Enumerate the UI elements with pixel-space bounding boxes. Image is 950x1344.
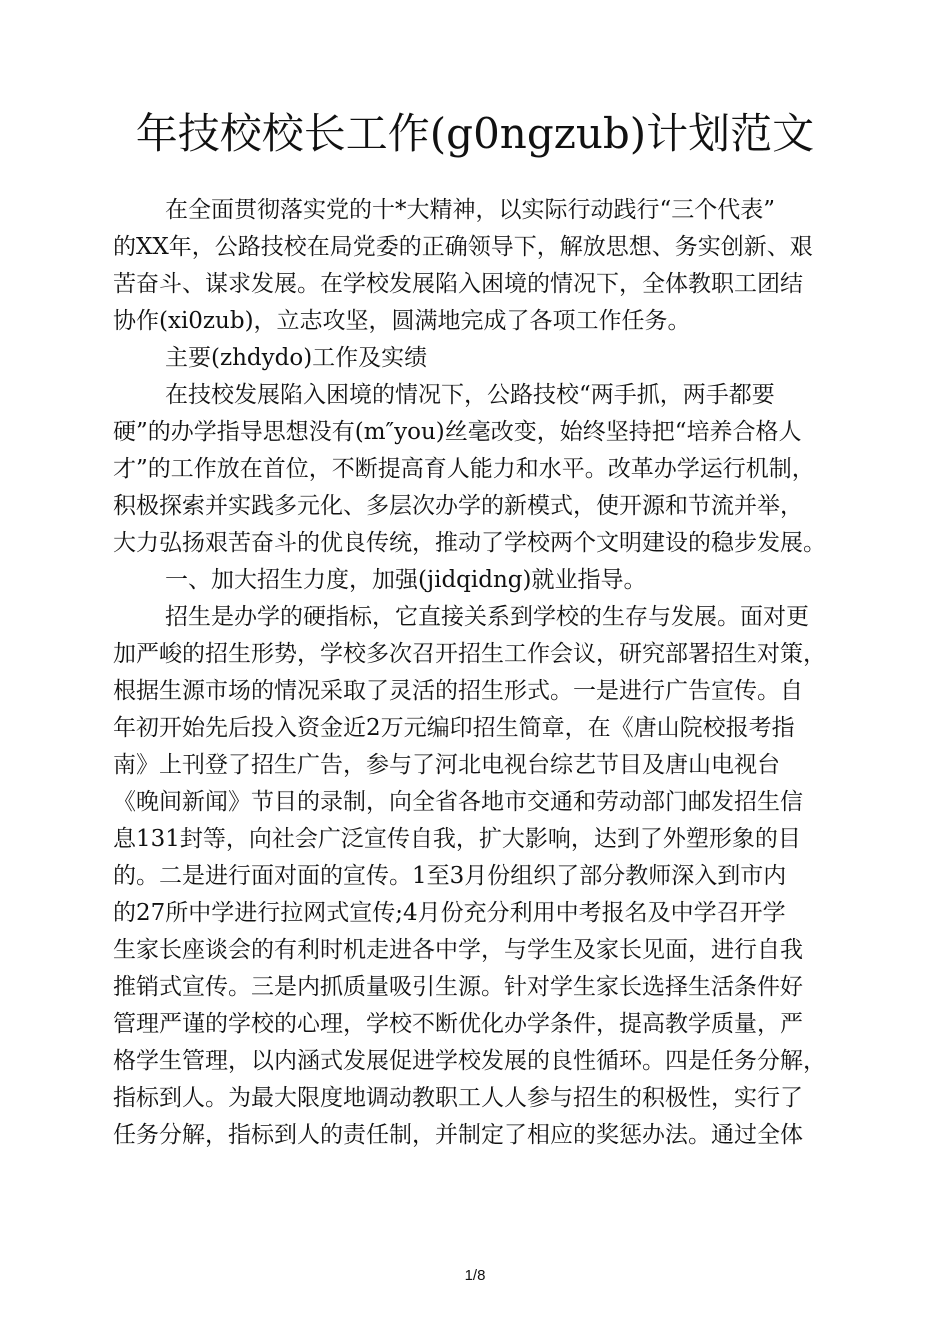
paragraph-line: 指标到人。为最大限度地调动教职工人人参与招生的积极性，实行了 bbox=[113, 1085, 803, 1111]
page-number: 1/8 bbox=[464, 1267, 486, 1284]
paragraph-line: 息131封等，向社会广泛宣传自我，扩大影响，达到了外塑形象的目 bbox=[113, 826, 801, 852]
section-heading: 一、加大招生力度，加强(jidqidng)就业指导。 bbox=[165, 567, 647, 593]
paragraph-line: 积极探索并实践多元化、多层次办学的新模式，使开源和节流并举， bbox=[113, 493, 803, 519]
paragraph-line: 推销式宣传。三是内抓质量吸引生源。针对学生家长选择生活条件好 bbox=[113, 974, 803, 1000]
paragraph-line: 在技校发展陷入困境的情况下，公路技校“两手抓，两手都要 bbox=[165, 382, 775, 408]
paragraph-line: 任务分解，指标到人的责任制，并制定了相应的奖惩办法。通过全体 bbox=[113, 1122, 803, 1148]
paragraph-line: 招生是办学的硬指标，它直接关系到学校的生存与发展。面对更 bbox=[165, 604, 809, 630]
paragraph-line: 《晚间新闻》节目的录制，向全省各地市交通和劳动部门邮发招生信 bbox=[113, 789, 803, 815]
paragraph-line: 加严峻的招生形势，学校多次召开招生工作会议，研究部署招生对策， bbox=[113, 641, 826, 667]
section-heading: 主要(zhdydo)工作及实绩 bbox=[165, 345, 428, 371]
paragraph-line: 才”的工作放在首位，不断提高育人能力和水平。改革办学运行机制， bbox=[113, 456, 815, 482]
document-body bbox=[113, 192, 839, 1154]
page-title: 年技校校长工作(g0ngzub)计划范文 bbox=[135, 109, 815, 158]
paragraph-line: 在全面贯彻落实党的十*大精神，以实际行动践行“三个代表” bbox=[165, 197, 776, 223]
paragraph-line: 协作(xi0zub)，立志攻坚，圆满地完成了各项工作任务。 bbox=[113, 308, 691, 334]
paragraph-line: 大力弘扬艰苦奋斗的优良传统，推动了学校两个文明建设的稳步发展。 bbox=[113, 530, 826, 556]
paragraph-line: 南》上刊登了招生广告，参与了河北电视台综艺节目及唐山电视台 bbox=[113, 752, 780, 778]
paragraph-line: 的27所中学进行拉网式宣传;4月份充分利用中考报名及中学召开学 bbox=[113, 900, 786, 926]
paragraph-line: 年初开始先后投入资金近2万元编印招生简章，在《唐山院校报考指 bbox=[113, 715, 795, 741]
paragraph-line: 的XX年，公路技校在局党委的正确领导下，解放思想、务实创新、艰 bbox=[113, 234, 813, 260]
paragraph-line: 管理严谨的学校的心理，学校不断优化办学条件，提高教学质量，严 bbox=[113, 1011, 803, 1037]
paragraph-line: 根据生源市场的情况采取了灵活的招生形式。一是进行广告宣传。自 bbox=[113, 678, 803, 704]
paragraph-line: 的。二是进行面对面的宣传。1至3月份组织了部分教师深入到市内 bbox=[113, 863, 787, 889]
paragraph-line: 硬”的办学指导思想没有(m″you)丝毫改变，始终坚持把“培养合格人 bbox=[113, 419, 802, 445]
paragraph-line: 生家长座谈会的有利时机走进各中学，与学生及家长见面，进行自我 bbox=[113, 937, 803, 963]
paragraph-line: 格学生管理，以内涵式发展促进学校发展的良性循环。四是任务分解， bbox=[113, 1048, 826, 1074]
paragraph-line: 苦奋斗、谋求发展。在学校发展陷入困境的情况下，全体教职工团结 bbox=[113, 271, 803, 297]
